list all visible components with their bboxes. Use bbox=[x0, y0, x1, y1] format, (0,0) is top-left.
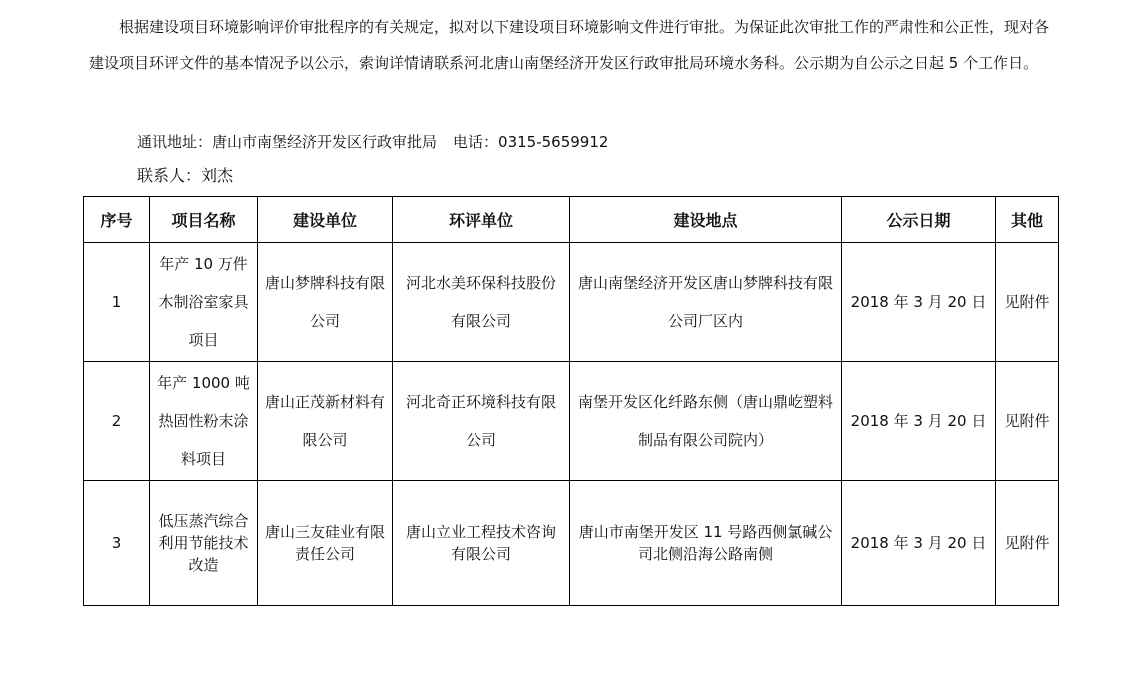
cell-builder: 唐山正茂新材料有限公司 bbox=[258, 362, 393, 481]
phone-value: 0315-5659912 bbox=[498, 133, 609, 151]
header-builder: 建设单位 bbox=[258, 197, 393, 243]
header-other: 其他 bbox=[996, 197, 1059, 243]
cell-project-name: 低压蒸汽综合利用节能技术改造 bbox=[150, 481, 258, 606]
table-row bbox=[84, 243, 1059, 362]
phone-label: 电话： bbox=[453, 133, 499, 151]
table-header-row bbox=[84, 197, 1059, 243]
address-label: 通讯地址： bbox=[137, 133, 213, 151]
cell-builder: 唐山三友硅业有限责任公司 bbox=[258, 481, 393, 606]
contact-person-line bbox=[137, 166, 233, 186]
cell-date: 2018 年 3 月 20 日 bbox=[842, 481, 996, 606]
cell-other: 见附件 bbox=[996, 243, 1059, 362]
cell-date: 2018 年 3 月 20 日 bbox=[842, 243, 996, 362]
cell-index: 3 bbox=[84, 481, 150, 606]
table-row bbox=[84, 362, 1059, 481]
cell-project-name: 年产 1000 吨热固性粉末涂料项目 bbox=[150, 362, 258, 481]
cell-eia-unit: 唐山立业工程技术咨询有限公司 bbox=[393, 481, 570, 606]
header-eia-unit: 环评单位 bbox=[393, 197, 570, 243]
header-project-name: 项目名称 bbox=[150, 197, 258, 243]
table-row bbox=[84, 481, 1059, 606]
cell-index: 1 bbox=[84, 243, 150, 362]
header-index: 序号 bbox=[84, 197, 150, 243]
cell-builder: 唐山梦牌科技有限公司 bbox=[258, 243, 393, 362]
intro-paragraph: 根据建设项目环境影响评价审批程序的有关规定，拟对以下建设项目环境影响文件进行审批。为保证此次审批工作的严肃性和公正性，现对各建设项目环评文件的基本情况予以公示，索询详情请联系河北唐山南堡经济开发区行政审批局环境水务科。公示期为自公示之日起 5 个工作日。 bbox=[89, 18, 1050, 72]
cell-project-name: 年产 10 万件木制浴室家具项目 bbox=[150, 243, 258, 362]
cell-eia-unit: 河北奇正环境科技有限公司 bbox=[393, 362, 570, 481]
cell-location: 唐山南堡经济开发区唐山梦牌科技有限公司厂区内 bbox=[570, 243, 842, 362]
header-location: 建设地点 bbox=[570, 197, 842, 243]
cell-eia-unit: 河北水美环保科技股份有限公司 bbox=[393, 243, 570, 362]
address-value: 唐山市南堡经济开发区行政审批局 bbox=[212, 133, 438, 151]
person-label: 联系人： bbox=[137, 166, 202, 185]
cell-location: 南堡开发区化纤路东侧（唐山鼎屹塑料制品有限公司院内） bbox=[570, 362, 842, 481]
cell-location: 唐山市南堡开发区 11 号路西侧氯碱公司北侧沿海公路南侧 bbox=[570, 481, 842, 606]
person-value: 刘杰 bbox=[201, 166, 234, 185]
project-table bbox=[83, 196, 1059, 606]
cell-index: 2 bbox=[84, 362, 150, 481]
header-date: 公示日期 bbox=[842, 197, 996, 243]
cell-date: 2018 年 3 月 20 日 bbox=[842, 362, 996, 481]
contact-address-line bbox=[137, 132, 608, 152]
cell-other: 见附件 bbox=[996, 481, 1059, 606]
cell-other: 见附件 bbox=[996, 362, 1059, 481]
